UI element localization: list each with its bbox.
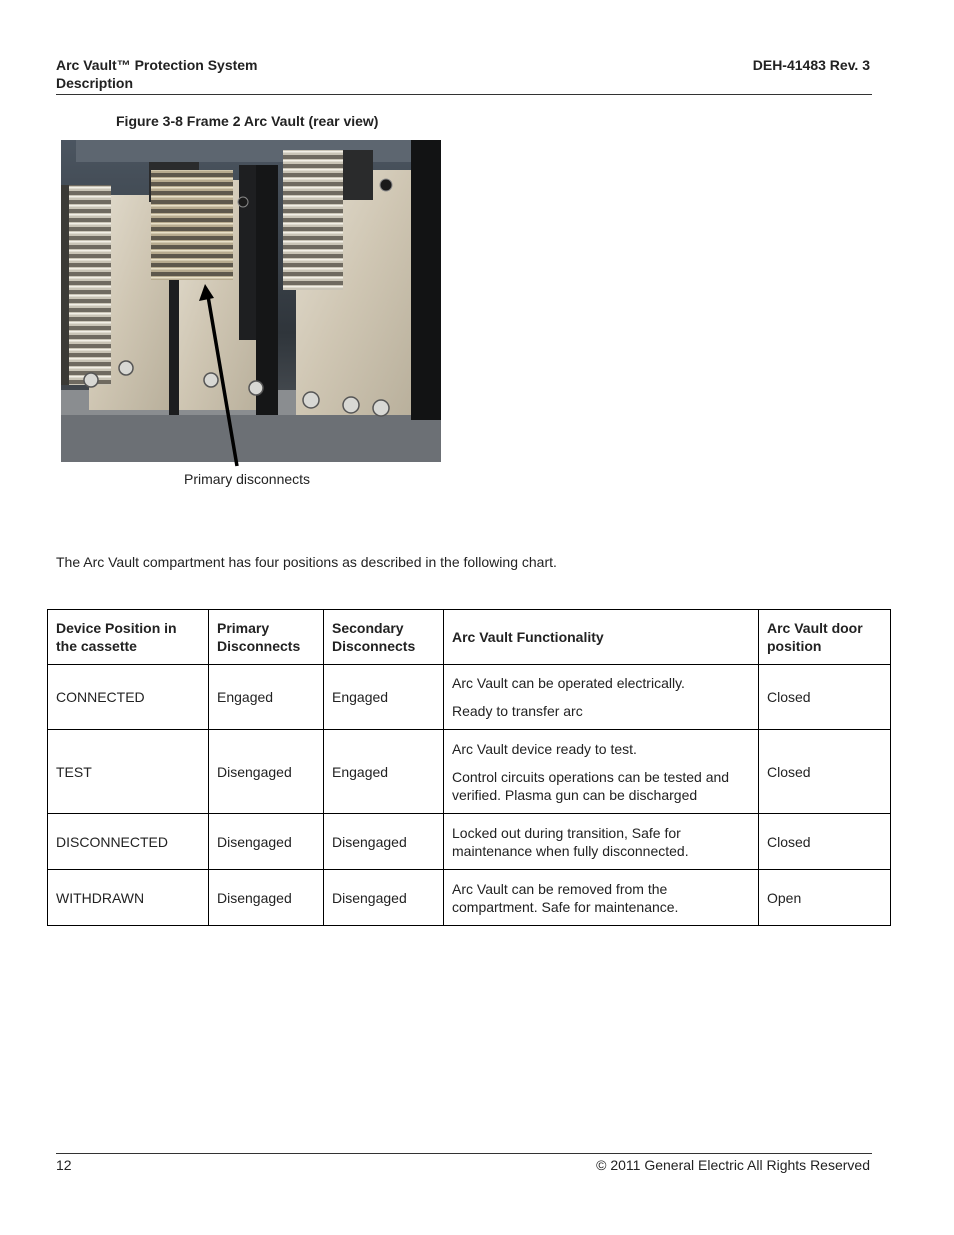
functionality-line: Arc Vault device ready to test. — [452, 740, 637, 757]
cell-primary: Engaged — [209, 665, 324, 730]
figure-caption: Figure 3-8 Frame 2 Arc Vault (rear view) — [116, 113, 379, 129]
table-row — [48, 730, 891, 814]
arc-vault-photo — [61, 140, 441, 462]
table-row — [48, 870, 891, 926]
table-row — [48, 814, 891, 870]
functionality-line: Control circuits operations can be tested and verified. Plasma gun can be discharged — [452, 768, 730, 803]
positions-table — [47, 609, 891, 926]
cell-primary: Disengaged — [209, 814, 324, 870]
column-header-primary: Primary Disconnects — [209, 610, 324, 665]
document-title-line2: Description — [56, 75, 134, 91]
column-header-functionality: Arc Vault Functionality — [444, 610, 759, 665]
table-header-row — [48, 610, 891, 665]
document-title — [56, 56, 258, 92]
functionality-line: Ready to transfer arc — [452, 703, 583, 719]
cell-position: CONNECTED — [48, 665, 209, 730]
cell-primary: Disengaged — [209, 730, 324, 814]
cell-position: TEST — [48, 730, 209, 814]
cell-position: DISCONNECTED — [48, 814, 209, 870]
intro-paragraph: The Arc Vault compartment has four positions as described in the following chart. — [56, 554, 557, 570]
page-number: 12 — [56, 1157, 72, 1173]
functionality-line: Arc Vault can be removed from the compartment. Safe for maintenance. — [452, 880, 679, 915]
cell-position: WITHDRAWN — [48, 870, 209, 926]
cell-door: Closed — [759, 730, 891, 814]
page-footer — [56, 1153, 872, 1173]
cell-secondary: Disengaged — [324, 870, 444, 926]
document-title-line1: Arc Vault™ Protection System — [56, 57, 258, 73]
cell-secondary: Engaged — [324, 665, 444, 730]
copyright-notice: © 2011 General Electric All Rights Reserved — [596, 1157, 870, 1173]
cell-secondary: Engaged — [324, 730, 444, 814]
arrow-label: Primary disconnects — [184, 471, 311, 487]
cell-secondary: Disengaged — [324, 814, 444, 870]
cell-door: Closed — [759, 814, 891, 870]
functionality-line: Locked out during transition, Safe for maintenance when fully disconnected. — [452, 824, 689, 859]
cell-primary: Disengaged — [209, 870, 324, 926]
cell-functionality — [444, 730, 759, 814]
cell-door: Open — [759, 870, 891, 926]
document-id: DEH-41483 Rev. 3 — [752, 57, 870, 73]
column-header-secondary: Secondary Disconnects — [324, 610, 444, 665]
cell-door: Closed — [759, 665, 891, 730]
page-header — [56, 56, 872, 95]
cell-functionality — [444, 814, 759, 870]
cell-functionality — [444, 870, 759, 926]
cell-functionality — [444, 665, 759, 730]
functionality-line: Arc Vault can be operated electrically. — [452, 675, 685, 691]
column-header-door: Arc Vault door position — [759, 610, 891, 665]
column-header-device-position: Device Position in the cassette — [48, 610, 209, 665]
table-row — [48, 665, 891, 730]
